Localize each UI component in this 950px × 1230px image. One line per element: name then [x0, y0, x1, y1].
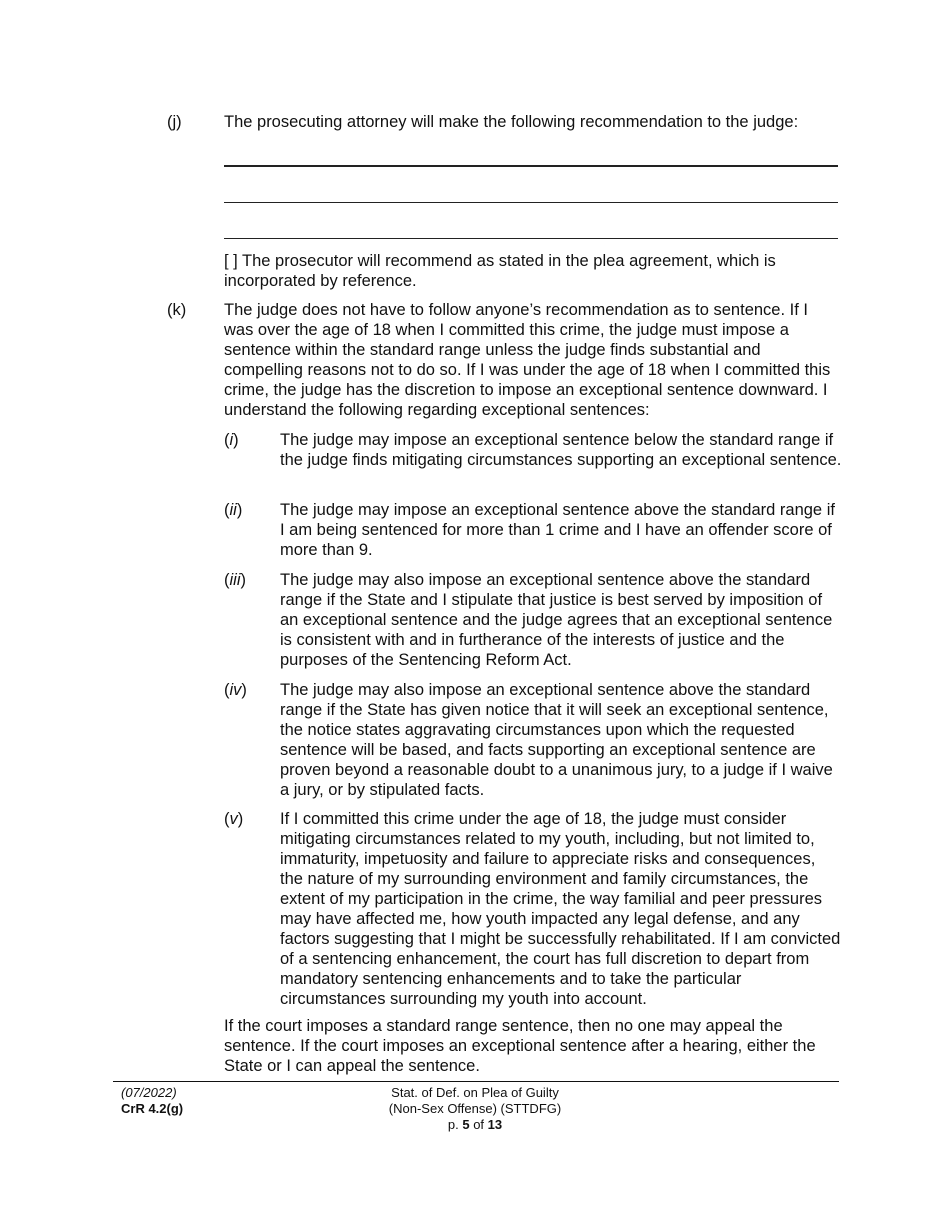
form-title-line-2: (Non-Sex Offense) (STTDFG) — [388, 1101, 562, 1116]
exceptional-item-ii — [224, 500, 844, 560]
item-ii-text: The judge may impose an exceptional sentence above the standard range if I am being sentenced for more than 1 crime and I have an offender score of more than 9. — [280, 501, 835, 559]
exceptional-item-i — [224, 430, 844, 470]
item-v-text: If I committed this crime under the age of 18, the judge must consider mitigating circumstances related to my youth, including, but not limited to, immaturity, impetuosity and failure to appreciate risks and consequences, the nature of my surrounding environment and family circumstances, the extent of my participation in the crime, the way familial and peer pressures may have affected me, how youth impacted any legal defense, and any factors suggesting that I might be successfully rehabilitated. If I am convicted of a sentencing enhancement, the court has full discretion to depart from mandatory sentencing enhancements and to take the particular circumstances surrounding my youth into account. — [280, 810, 841, 1008]
item-v-marker: (v) — [224, 810, 244, 828]
item-i-marker: (i) — [224, 431, 239, 449]
item-iv-marker: (iv) — [224, 681, 247, 699]
footer-left — [121, 1085, 183, 1117]
section-k-text: The judge does not have to follow anyone’s recommendation as to sentence. If I was over the age of 18 when I committed this crime, the judge must impose a sentence within the standard range unless the judge finds substantial and compelling reasons not to do so. If I was under the age of 18 when I committed this crime, the judge has the discretion to impose an exceptional sentence downward. I understand the following regarding exceptional sentences: — [224, 301, 831, 419]
plea-agreement-checkbox-text[interactable]: [ ] The prosecutor will recommend as stated in the plea agreement, which is incorporated by reference. — [224, 252, 776, 290]
exceptional-item-v — [224, 809, 844, 1009]
form-revision-date: (07/2022) — [121, 1085, 177, 1100]
section-j — [167, 112, 839, 132]
item-i-text: The judge may impose an exceptional sentence below the standard range if the judge finds mitigating circumstances supporting an exceptional sentence. — [280, 431, 842, 469]
section-k-marker: (k) — [167, 301, 187, 319]
court-rule-citation: CrR 4.2(g) — [121, 1101, 184, 1116]
appeal-paragraph: If the court imposes a standard range sentence, then no one may appeal the sentence. If the court imposes an exceptional sentence after a hearing, either the State or I can appeal the sentence. — [224, 1017, 816, 1075]
form-title-line-1: Stat. of Def. on Plea of Guilty — [391, 1085, 559, 1100]
footer-divider — [113, 1081, 839, 1082]
exceptional-item-iii — [224, 570, 844, 670]
section-k — [167, 300, 839, 420]
page-number: p. 5 of 13 — [447, 1117, 503, 1132]
section-j-text: The prosecuting attorney will make the following recommendation to the judge: — [224, 113, 799, 131]
footer-form-title — [375, 1085, 575, 1133]
recommendation-blank-line-1[interactable] — [224, 165, 838, 167]
recommendation-blank-line-3[interactable] — [224, 238, 838, 239]
section-j-marker: (j) — [167, 113, 182, 131]
item-iv-text: The judge may also impose an exceptional sentence above the standard range if the State has given notice that it will seek an exceptional sentence, the notice states aggravating circumstances upon which the requested sentence will be based, and facts supporting an exceptional sentence are proven beyond a reasonable doubt to a unanimous jury, to a judge if I waive a jury, or by stipulated facts. — [280, 681, 833, 799]
item-ii-marker: (ii) — [224, 501, 243, 519]
item-iii-marker: (iii) — [224, 571, 246, 589]
item-iii-text: The judge may also impose an exceptional sentence above the standard range if the State and I stipulate that justice is best served by imposition of an exceptional sentence and the judge agrees that an exceptional sentence is consistent with and in furtherance of the interests of justice and the purposes of the Sentencing Reform Act. — [280, 571, 833, 669]
exceptional-item-iv — [224, 680, 844, 800]
recommendation-blank-line-2[interactable] — [224, 202, 838, 203]
